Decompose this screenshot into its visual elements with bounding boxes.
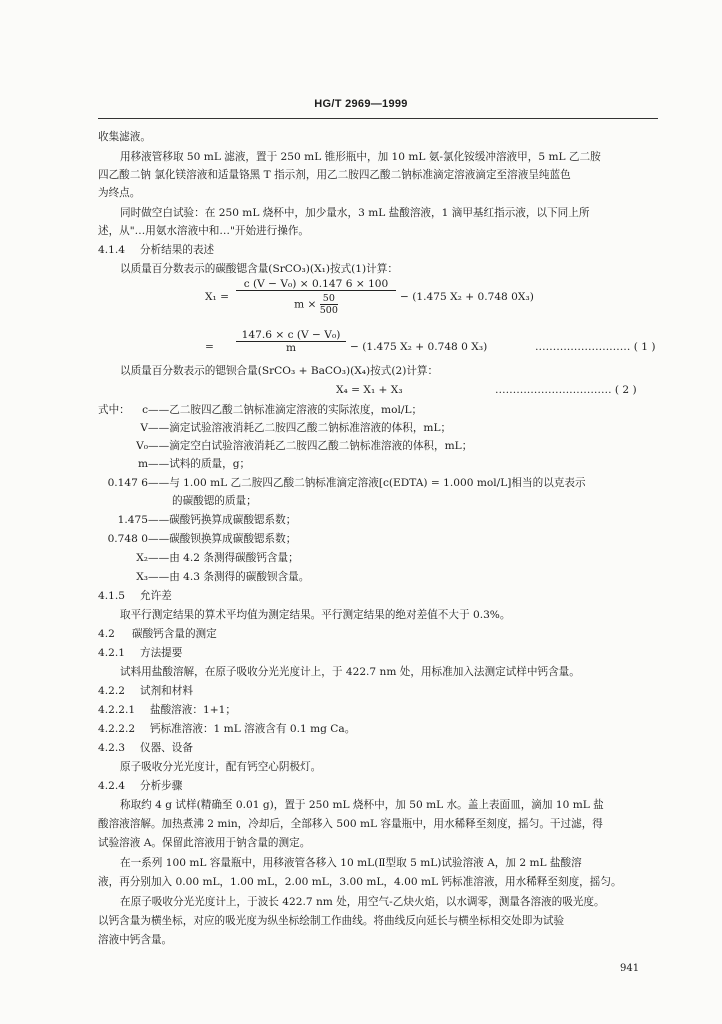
- def-symbol: X₂: [136, 552, 148, 564]
- section-number: 4.2: [98, 628, 115, 640]
- text-line: 述，从"…用氨水溶液中和…"开始进行操作。: [98, 225, 310, 237]
- section-heading-4-1-5: [98, 589, 172, 603]
- section-title: 方法提要: [140, 647, 183, 659]
- def-text: ——与 1.00 mL 乙二胺四乙酸二钠标准滴定溶液[c(EDTA) = 1.000 mol/L]相当的以克表示: [148, 477, 586, 489]
- text-line: 原子吸收分光光度计，配有钙空心阴极灯。: [120, 761, 322, 773]
- formula-2-intro: 以质量百分数表示的锶钡合量(SrCO₃ + BaCO₃)(X₄)按式(2)计算：: [120, 365, 439, 377]
- formula-1-numerator-2: 147.6 × c (V − V₀): [236, 329, 346, 342]
- page-number: 941: [620, 963, 640, 974]
- text-line: 酸溶液溶解。加热煮沸 2 min，冷却后，全部移入 500 mL 容量瓶中，用水稀释至刻度，摇匀。干过滤，得: [98, 818, 603, 830]
- formula-1-tail: − (1.475 X₂ + 0.748 0X₃): [400, 291, 534, 303]
- formula-1-fraction: [236, 278, 396, 316]
- formula-1-numerator: c (V − V₀) × 0.147 6 × 100: [236, 278, 396, 291]
- definition-x3: [130, 570, 309, 584]
- formula-1-equals: =: [205, 341, 214, 353]
- section-heading-4-1-4: [98, 243, 214, 257]
- section-number: 4.2.4: [98, 780, 125, 792]
- section-number: 4.1.4: [98, 244, 125, 256]
- text-line: 取平行测定结果的算术平均值为测定结果。平行测定结果的绝对差值不大于 0.3%。: [120, 609, 511, 621]
- def-text: ——乙二胺四乙酸二钠标准滴定溶液的实际浓度，mol/L；: [148, 404, 423, 416]
- section-title: 盐酸溶液：1+1；: [150, 704, 236, 716]
- section-number: 4.1.5: [98, 590, 125, 602]
- text-line: 试验溶液 A。保留此溶液用于钠含量的测定。: [98, 837, 311, 849]
- section-heading-4-2-4: [98, 779, 182, 793]
- section-title: 试剂和材料: [140, 685, 193, 697]
- section-title: 仪器、设备: [140, 742, 193, 754]
- text-line: 试料用盐酸溶解，在原子吸收分光光度计上，于 422.7 nm 处，用标准加入法测定试样中钙含量。: [120, 666, 580, 678]
- definition-0-1476: [100, 476, 586, 490]
- def-text: ——试料的质量，g；: [148, 458, 251, 470]
- section-number: 4.2.1: [98, 647, 125, 659]
- text-line: 以钙含量为横坐标，对应的吸光度为纵坐标绘制工作曲线。将曲线反向延长与横坐标相交处即为试验: [98, 915, 565, 927]
- formula-1-tail-2: − (1.475 X₂ + 0.748 0 X₃): [350, 341, 488, 353]
- text-line: 在原子吸收分光光度计上，于波长 422.7 nm 处，用空气-乙炔火焰，以水调零，测量各溶液的吸光度。: [120, 896, 605, 908]
- def-symbol: 0.147 6: [107, 477, 148, 489]
- def-text: ——由 4.2 条测得碳酸钙含量；: [148, 552, 299, 564]
- formula-1-denominator: [236, 291, 396, 316]
- def-text: ——滴定试验溶液消耗乙二胺四乙酸二钠标准溶液的体积，mL；: [148, 422, 452, 434]
- section-title: 钙标准溶液：1 mL 溶液含有 0.1 mg Ca。: [150, 723, 356, 735]
- den-frac-top: 50: [320, 293, 338, 305]
- formula-1-intro: 以质量百分数表示的碳酸锶含量(SrCO₃)(X₁)按式(1)计算：: [120, 263, 398, 275]
- header-rule: [98, 118, 658, 119]
- formula-2-expression: X₄ = X₁ + X₃: [336, 384, 403, 396]
- def-symbol: m: [138, 458, 149, 470]
- definition-v: [132, 421, 451, 435]
- def-symbol: c: [142, 404, 148, 416]
- definitions-lead: 式中：: [98, 404, 130, 416]
- text-line: 用移液管移取 50 mL 滤液，置于 250 mL 锥形瓶中，加 10 mL 氨-氯化铵缓冲溶液甲，5 mL 乙二胺: [120, 151, 601, 163]
- def-text: ——由 4.3 条测得的碳酸钡含量。: [148, 571, 310, 583]
- text-line: 四乙酸二钠 氯化镁溶液和适量铬黑 T 指示剂，用乙二胺四乙酸二钠标准滴定溶液滴定至溶液呈纯蓝色: [98, 169, 571, 181]
- section-heading-4-2-2-2: [98, 722, 355, 736]
- section-number: 4.2.2.1: [98, 704, 136, 716]
- definition-v0: [130, 439, 472, 453]
- formula-1-lhs: X₁ =: [205, 291, 230, 303]
- text-line: 称取约 4 g 试样(精确至 0.01 g)，置于 250 mL 烧杯中，加 50 mL 水。盖上表面皿，滴加 10 mL 盐: [120, 799, 604, 811]
- section-heading-4-2-2: [98, 684, 193, 698]
- formula-1-fraction-simplified: [236, 329, 346, 354]
- def-symbol: V: [140, 422, 148, 434]
- text-line: 为终点。: [98, 187, 141, 199]
- section-number: 4.2.2: [98, 685, 125, 697]
- formula-1-denominator-m: m ×: [294, 298, 317, 311]
- definition-x2: [130, 551, 299, 565]
- definition-m: [138, 457, 250, 471]
- def-text: ——滴定空白试验溶液消耗乙二胺四乙酸二钠标准溶液的体积，mL；: [148, 440, 473, 452]
- section-heading-4-2-1: [98, 646, 182, 660]
- definition-1-475: [112, 513, 296, 527]
- text-line: 液，再分别加入 0.00 mL，1.00 mL，2.00 mL，3.00 mL，4.00 mL 钙标准溶液，用水稀释至刻度，摇匀。: [98, 876, 622, 888]
- section-heading-4-2-2-1: [98, 703, 236, 717]
- section-title: 分析结果的表述: [140, 244, 215, 256]
- def-symbol: 1.475: [117, 514, 148, 526]
- section-title: 碳酸钙含量的测定: [132, 628, 217, 640]
- formula-2-number: …………………………… ( 2 ): [495, 384, 637, 396]
- def-text: ——碳酸钙换算成碳酸锶系数；: [148, 514, 297, 526]
- standard-header: HG/T 2969—1999: [314, 98, 408, 110]
- def-text: ——碳酸钡换算成碳酸锶系数；: [148, 533, 297, 545]
- section-title: 允许差: [140, 590, 172, 602]
- section-number: 4.2.2.2: [98, 723, 136, 735]
- formula-1-number: ……………………… ( 1 ): [535, 341, 656, 353]
- section-number: 4.2.3: [98, 742, 125, 754]
- def-symbol: X₃: [136, 571, 148, 583]
- definition-0-1476-cont: 的碳酸锶的质量；: [172, 495, 257, 507]
- definition-0-7480: [100, 532, 296, 546]
- section-heading-4-2: [98, 627, 217, 641]
- text-line: 收集滤液。: [98, 131, 151, 143]
- formula-1-denominator-2: m: [285, 342, 297, 354]
- section-title: 分析步骤: [140, 780, 183, 792]
- den-frac-bot: 500: [319, 305, 338, 316]
- text-line: 溶液中钙含量。: [98, 934, 173, 946]
- section-heading-4-2-3: [98, 741, 193, 755]
- definition-c: [140, 403, 422, 417]
- text-line: 同时做空白试验：在 250 mL 烧杯中，加少量水，3 mL 盐酸溶液，1 滴甲基红指示液，以下同上所: [120, 207, 590, 219]
- def-symbol: 0.748 0: [107, 533, 148, 545]
- def-symbol: V₀: [136, 440, 148, 452]
- text-line: 在一系列 100 mL 容量瓶中，用移液管各移入 10 mL(Ⅱ型取 5 mL)试验溶液 A，加 2 mL 盐酸溶: [120, 857, 582, 869]
